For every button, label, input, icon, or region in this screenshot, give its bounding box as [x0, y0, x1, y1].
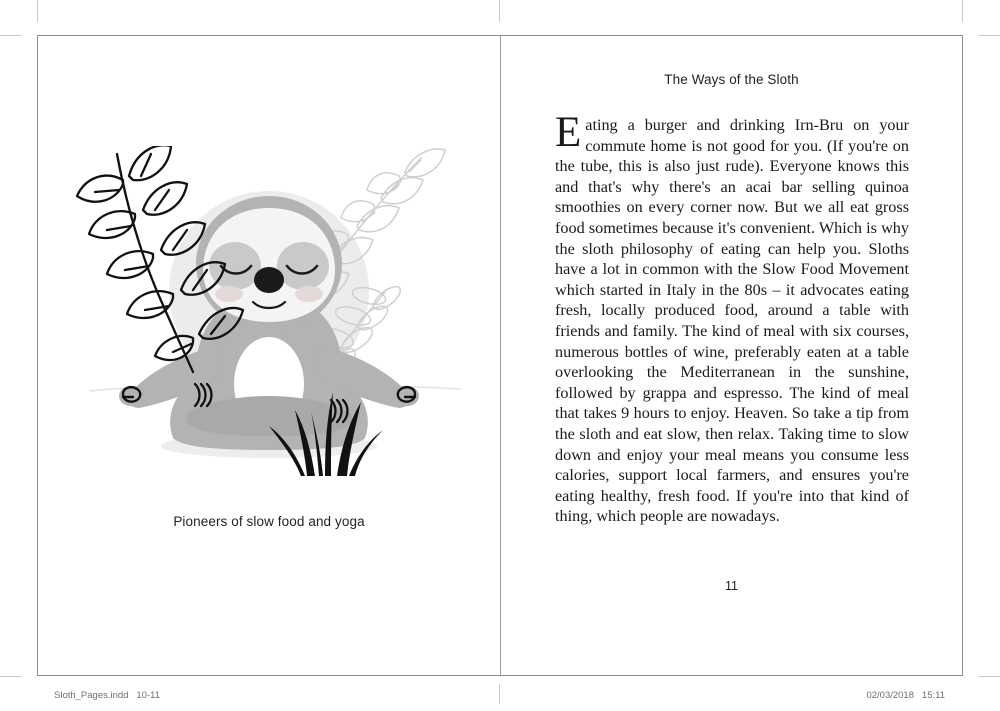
- crop-mark-top-left: [37, 0, 38, 22]
- illustration-caption: Pioneers of slow food and yoga: [173, 514, 365, 529]
- crop-mark-right-bottom: [978, 676, 1000, 677]
- sloth-illustration: [38, 146, 500, 506]
- right-page: [500, 36, 962, 675]
- crop-mark-left-bottom: [0, 676, 22, 677]
- print-footer-timestamp: 02/03/2018 15:11: [866, 690, 945, 701]
- crop-mark-right-top: [978, 35, 1000, 36]
- page-number: 11: [725, 579, 738, 593]
- page-spread: [37, 35, 963, 676]
- print-footer-filename: Sloth_Pages.indd 10-11: [54, 690, 160, 701]
- crop-mark-top-center: [499, 0, 500, 22]
- left-page: [38, 36, 500, 675]
- running-head: The Ways of the Sloth: [664, 72, 799, 87]
- crop-mark-left-top: [0, 35, 22, 36]
- body-paragraph: Eating a burger and drinking Irn-Bru on your commute home is not good for you. (If you're on the tube, this is also just rude). Everyone knows this and that's why there's an acai bar selling quinoa smoothies on every corner now. But we all eat gross food sometimes because it's convenient. Which is why the sloth philosophy of eating can help you. Sloths have a lot in common with the Slow Food Movement which started in Italy in the 80s – it advocates eating fresh, locally produced food, around a table with friends and family. The kind of meal with six courses, numerous bottles of wine, preferably eaten at a table overlooking the Mediterranean in the sunshine, followed by grappa and espresso. The kind of meal that takes 9 hours to enjoy. Heaven. So take a tip from the sloth and eat slow, then relax. Taking time to slow down and enjoy your meal means you consume less calories, support local farmers, and ensures you're eating healthy, fresh food. If you're into that kind of thing, which people are nowadays.: [555, 109, 909, 526]
- body-column: [555, 109, 909, 527]
- crop-mark-top-right: [962, 0, 963, 22]
- print-footer: [0, 690, 1000, 710]
